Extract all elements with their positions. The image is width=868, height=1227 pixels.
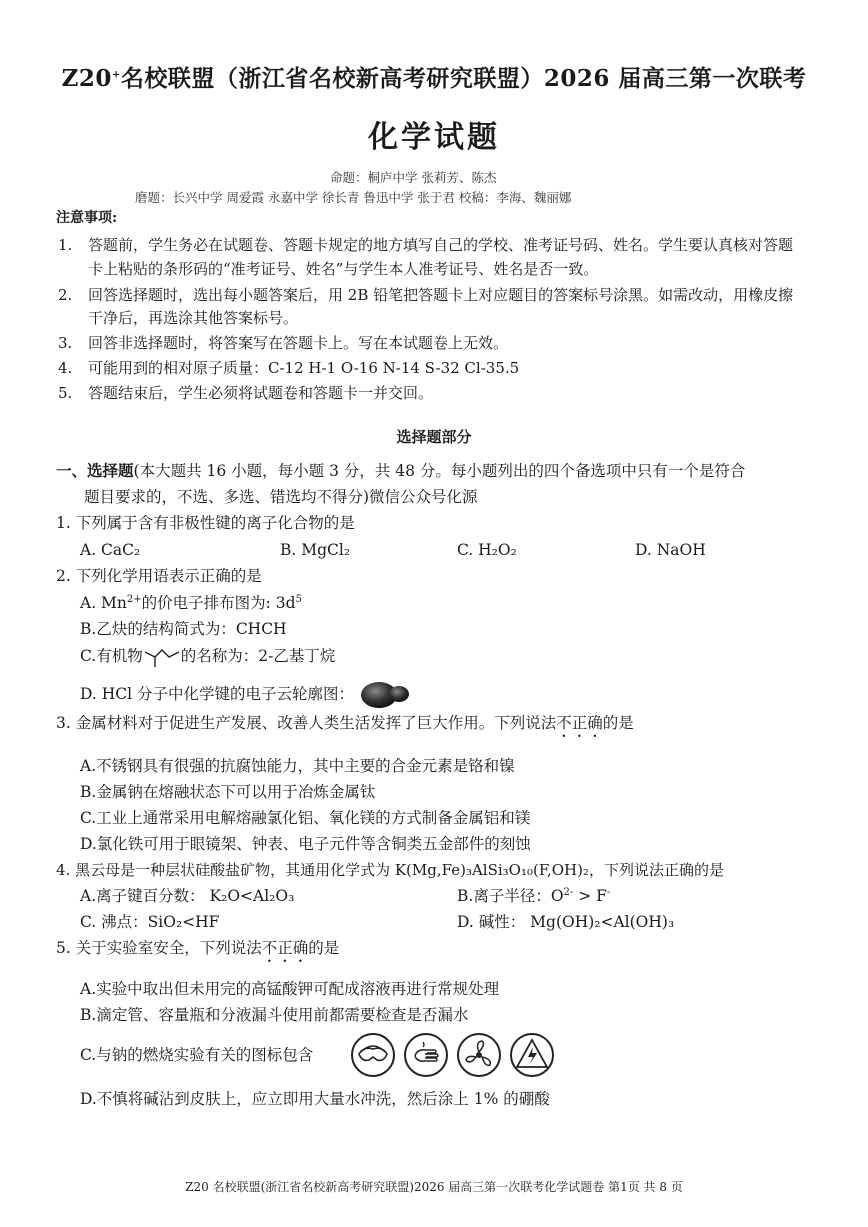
ventilation-fan-icon bbox=[456, 1032, 502, 1078]
skeletal-formula-icon bbox=[143, 646, 181, 668]
q2-option-d bbox=[80, 680, 411, 710]
part1-desc-cont: 题目要求的，不选、多选、错选均不得分)微信公众号化源 bbox=[84, 488, 478, 506]
part1-label: 一、选择题 bbox=[56, 461, 134, 480]
q3-option-c: C.工业上通常采用电解熔融氯化铝、氧化镁的方式制备金属铝和镁 bbox=[80, 809, 531, 827]
note-text: 答题结束后，学生必须将试题卷和答题卡一并交回。 bbox=[88, 384, 434, 402]
note-num: 5. bbox=[58, 384, 73, 402]
part1-desc: (本大题共 16 小题，每小题 3 分，共 48 分。每小题列出的四个备选项中只有一个是符合 bbox=[133, 462, 746, 480]
section-title: 选择题部分 bbox=[396, 428, 472, 446]
note-num: 4. bbox=[58, 359, 73, 377]
goggles-icon bbox=[350, 1032, 396, 1078]
q2-option-c bbox=[80, 646, 335, 668]
q4-b-sup2: - bbox=[606, 886, 611, 898]
note-num: 1. bbox=[58, 236, 73, 254]
part1-intro bbox=[56, 462, 745, 481]
q1-option-a: A. CaC₂ bbox=[80, 541, 141, 559]
q4-option-b bbox=[457, 887, 610, 906]
q5-option-b: B.滴定管、容量瓶和分液漏斗使用前都需要检查是否漏水 bbox=[80, 1006, 469, 1024]
note-1-cont: 卡上粘贴的条形码的“准考证号、姓名”与学生本人准考证号、姓名是否一致。 bbox=[88, 260, 599, 278]
q4-option-a: A.离子键百分数： K₂O<Al₂O₃ bbox=[80, 887, 295, 905]
q1-option-c: C. H₂O₂ bbox=[457, 541, 517, 559]
safety-icons bbox=[350, 1032, 555, 1082]
q3-option-b: B.金属钠在熔融状态下可以用于冶炼金属钛 bbox=[80, 783, 376, 801]
q5-option-d: D.不慎将碱沾到皮肤上，应立即用大量水冲洗，然后涂上 1% 的硼酸 bbox=[80, 1090, 550, 1108]
note-1 bbox=[58, 236, 793, 254]
q2-c-pre: C.有机物 bbox=[80, 647, 143, 665]
note-num: 2. bbox=[58, 286, 73, 304]
note-2 bbox=[58, 286, 793, 304]
q4-option-c: C. 沸点：SiO₂<HF bbox=[80, 913, 220, 931]
q2-c-post: 的名称为：2-乙基丁烷 bbox=[180, 647, 336, 665]
title-rest: 名校联盟（浙江省名校新高考研究联盟）2026 届高三第一次联考 bbox=[120, 65, 807, 92]
q3-stem-pre: 3. 金属材料对于促进生产发展、改善人类生活发挥了巨大作用。下列说法 bbox=[56, 714, 557, 732]
q3-stem-post: 的是 bbox=[602, 714, 634, 732]
q2-d-text: D. HCl 分子中化学键的电子云轮廓图： bbox=[80, 685, 354, 703]
q5-option-a: A.实验中取出但未用完的高锰酸钾可配成溶液再进行常规处理 bbox=[80, 980, 500, 998]
q3-stem bbox=[56, 714, 634, 741]
reviewer-credit: 磨题：长兴中学 周爱霞 永嘉中学 徐长青 鲁迅中学 张于君 校稿：李海、魏丽娜 bbox=[135, 190, 572, 205]
q2-a-post: 的价电子排布图为: 3d bbox=[141, 594, 296, 612]
author-credit: 命题：桐庐中学 张莉芳、陈杰 bbox=[330, 170, 497, 185]
notes-heading: 注意事项: bbox=[56, 210, 118, 226]
q3-option-d: D.氯化铁可用于眼镜架、钟表、电子元件等含铜类五金部件的刻蚀 bbox=[80, 835, 531, 853]
q1-stem: 1. 下列属于含有非极性键的离子化合物的是 bbox=[56, 514, 355, 532]
q2-a-sup: 2+ bbox=[126, 593, 142, 605]
note-text: 回答非选择题时，将答案写在答题卡上。写在本试题卷上无效。 bbox=[88, 334, 509, 352]
note-4 bbox=[58, 359, 519, 377]
note-3 bbox=[58, 334, 508, 352]
note-num: 3. bbox=[58, 334, 73, 352]
q1-option-d: D. NaOH bbox=[635, 541, 706, 559]
q2-option-a bbox=[80, 594, 302, 613]
title-prefix: Z20 bbox=[61, 65, 112, 92]
note-text: 回答选择题时，选出每小题答案后，用 2B 铅笔把答题卡上对应题目的答案标号涂黑。如需改动，用橡皮擦 bbox=[88, 286, 794, 304]
q5-stem bbox=[56, 939, 339, 966]
q2-a-pre: A. Mn bbox=[80, 594, 127, 612]
q3-stem-emphasis: 不正确 bbox=[556, 714, 603, 732]
q4-option-d: D. 碱性： Mg(OH)₂<Al(OH)₃ bbox=[457, 913, 675, 931]
q2-a-sup2: 5 bbox=[295, 593, 302, 605]
note-5 bbox=[58, 384, 433, 402]
q4-b-mid: > F bbox=[573, 887, 607, 905]
hand-wash-icon bbox=[403, 1032, 449, 1078]
q5-stem-pre: 5. 关于实验室安全，下列说法 bbox=[56, 939, 262, 957]
electrical-hazard-icon bbox=[509, 1032, 555, 1078]
q5-stem-emphasis: 不正确 bbox=[261, 939, 309, 957]
exam-title bbox=[0, 60, 868, 93]
q1-option-b: B. MgCl₂ bbox=[280, 541, 351, 559]
q4-b-pre: B.离子半径：O bbox=[457, 887, 564, 905]
q4-stem: 4. 黑云母是一种层状硅酸盐矿物，其通用化学式为 K(Mg,Fe)₃AlSi₃O₁₀(F,OH)₂，下列说法正确的是 bbox=[56, 861, 724, 879]
title-sup: + bbox=[111, 69, 121, 81]
q4-b-sup: 2- bbox=[563, 886, 574, 898]
q5-option-c: C.与钠的燃烧实验有关的图标包含 bbox=[80, 1046, 314, 1064]
q2-stem: 2. 下列化学用语表示正确的是 bbox=[56, 567, 262, 585]
note-text: 答题前，学生务必在试题卷、答题卡规定的地方填写自己的学校、准考证号码、姓名。学生要认真核对答题 bbox=[88, 236, 794, 254]
q3-option-a: A.不锈钢具有很强的抗腐蚀能力，其中主要的合金元素是铬和镍 bbox=[80, 757, 515, 775]
q2-option-b: B.乙炔的结构简式为：CHCH bbox=[80, 620, 287, 638]
note-text: 可能用到的相对原子质量：C-12 H-1 O-16 N-14 S-32 Cl-35.5 bbox=[88, 359, 520, 377]
electron-cloud-icon bbox=[359, 680, 411, 710]
page-footer: Z20 名校联盟(浙江省名校新高考研究联盟)2026 届高三第一次联考化学试题卷 第1页 共 8 页 bbox=[185, 1180, 683, 1194]
q5-stem-post: 的是 bbox=[308, 939, 340, 957]
subject-title: 化学试题 bbox=[368, 120, 500, 155]
note-2-cont: 干净后，再选涂其他答案标号。 bbox=[88, 309, 299, 327]
